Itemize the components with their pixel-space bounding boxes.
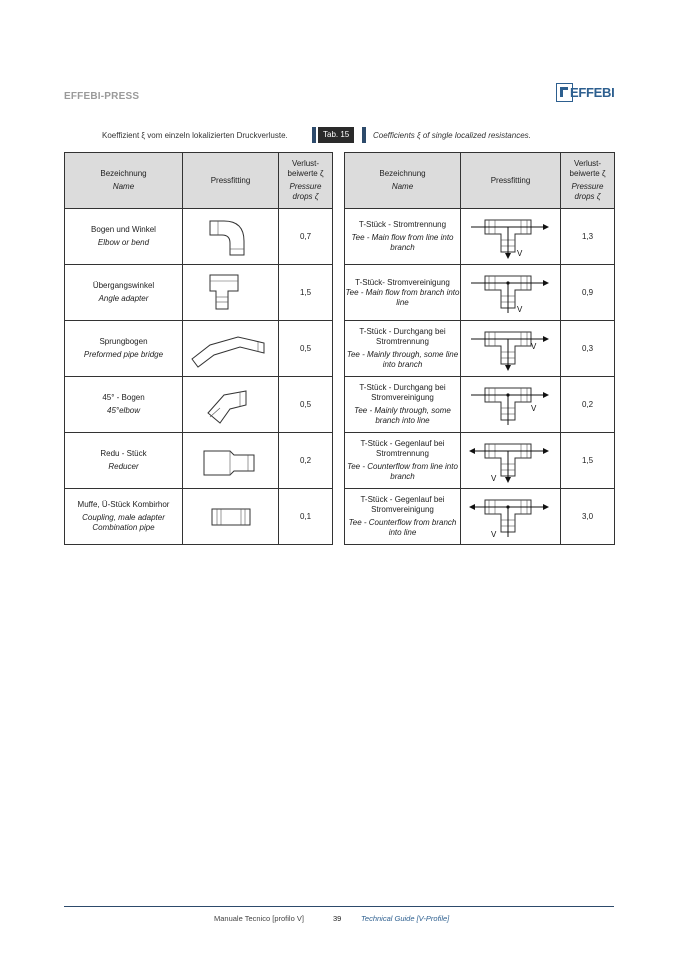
fitting-name-de: T-Stück - Durchgang bei Stromvereinigung <box>359 383 446 402</box>
fitting-drawing <box>461 377 561 433</box>
loss-value <box>279 489 333 545</box>
velocity-label: V <box>490 473 496 483</box>
header-name-de: Bezeichnung <box>379 169 426 178</box>
loss-value <box>279 265 333 321</box>
loss-value <box>279 321 333 377</box>
fitting-name-en: Tee - Mainly through, some branch into line <box>354 406 451 425</box>
fitting-name-en: Elbow or bend <box>97 238 150 247</box>
header-loss-de-1: Verlust- <box>573 159 602 168</box>
caption-german: Koeffizient ξ vom einzeln lokalizierten Druckverluste. <box>102 131 288 140</box>
fitting-name-en: Tee - Main flow from branch into line <box>345 287 460 307</box>
loss-value-text: 1,5 <box>299 287 312 297</box>
fitting-drawing <box>461 209 561 265</box>
loss-value <box>561 489 615 545</box>
loss-value <box>561 377 615 433</box>
fitting-name-de: Muffe, Ü-Stück Kombirhor <box>77 500 170 509</box>
loss-table-left <box>64 152 333 545</box>
loss-value-text: 3,0 <box>581 511 594 521</box>
loss-value-text: 0,5 <box>299 399 312 409</box>
fitting-name-de: Übergangswinkel <box>92 281 155 290</box>
header-fitting <box>183 153 279 209</box>
header-loss-en-1: Pressure <box>289 182 322 191</box>
loss-value <box>561 265 615 321</box>
velocity-label: V <box>490 529 496 539</box>
fitting-name-en: Coupling, male adapter <box>82 513 165 522</box>
tee-flow-icon <box>465 493 557 541</box>
fitting-name-en: 45°elbow <box>107 406 140 415</box>
header-name-en: Name <box>391 182 414 191</box>
header-fitting-label: Pressfitting <box>210 175 251 185</box>
tee-flow-icon <box>465 269 557 317</box>
loss-value-text: 0,5 <box>299 343 312 353</box>
fitting-name <box>65 433 183 489</box>
effebi-logo <box>556 83 614 103</box>
velocity-label: V <box>516 248 522 258</box>
fitting-name <box>345 321 461 377</box>
logo-text: EFFEBI <box>570 85 615 100</box>
fitting-name <box>345 377 461 433</box>
table-row <box>65 265 333 321</box>
loss-value-text: 0,2 <box>299 455 312 465</box>
fitting-name <box>345 209 461 265</box>
pipe-bridge-icon <box>186 325 276 373</box>
fitting-drawing <box>183 265 279 321</box>
header-name <box>65 153 183 209</box>
coupling-icon <box>186 493 276 541</box>
header-fitting <box>461 153 561 209</box>
brand-title: EFFEBI-PRESS <box>64 91 140 102</box>
loss-value <box>561 209 615 265</box>
fitting-name-de: T-Stück- Stromvereinigung <box>355 277 450 287</box>
table-row <box>65 377 333 433</box>
table-caption <box>0 127 678 145</box>
loss-value <box>279 377 333 433</box>
tee-flow-icon <box>465 381 557 429</box>
header-loss-en-1: Pressure <box>571 182 604 191</box>
table-row <box>65 433 333 489</box>
fitting-name-de: 45° - Bogen <box>102 393 145 402</box>
table-row <box>345 265 615 321</box>
footer-guide-title: Technical Guide [V-Profile] <box>361 914 450 923</box>
loss-value-text: 0,7 <box>299 231 312 241</box>
fitting-drawing <box>183 489 279 545</box>
elbow-icon <box>186 213 276 261</box>
fitting-name <box>65 209 183 265</box>
loss-value-text: 0,3 <box>581 343 594 353</box>
table-header-row <box>65 153 333 209</box>
loss-value-text: 0,2 <box>581 399 594 409</box>
loss-value <box>279 209 333 265</box>
loss-table-right <box>344 152 615 545</box>
header-name <box>345 153 461 209</box>
table-row <box>65 209 333 265</box>
fitting-name <box>345 433 461 489</box>
fitting-name-en: Angle adapter <box>98 294 149 303</box>
elbow-45-icon <box>186 381 276 429</box>
fitting-drawing <box>183 377 279 433</box>
page-number: 39 <box>333 914 342 923</box>
fitting-name-de: T-Stück - Durchgang bei Stromtrennung <box>359 327 446 346</box>
header-loss <box>279 153 333 209</box>
fitting-drawing <box>461 433 561 489</box>
header-loss-de-1: Verlust- <box>291 159 320 168</box>
fitting-drawing <box>461 321 561 377</box>
loss-value <box>561 321 615 377</box>
table-row <box>345 209 615 265</box>
tee-flow-icon <box>465 437 557 485</box>
table-row <box>345 433 615 489</box>
fitting-name <box>65 377 183 433</box>
fitting-name-de: Sprungbogen <box>99 337 148 346</box>
tee-flow-icon <box>465 325 557 373</box>
header-fitting-label: Pressfitting <box>490 175 531 185</box>
header-loss-de-2: beiwerte ζ <box>569 169 606 178</box>
table-row <box>345 489 615 545</box>
loss-value <box>279 433 333 489</box>
table-row <box>345 377 615 433</box>
header-loss-de-2: beiwerte ζ <box>287 169 324 178</box>
fitting-name-en: Tee - Counterflow from line into branch <box>347 462 458 481</box>
footer-manual-title: Manuale Tecnico [profilo V] <box>214 914 304 923</box>
loss-value-text: 1,3 <box>581 231 594 241</box>
velocity-label: V <box>530 403 536 413</box>
header-name-en: Name <box>112 182 135 191</box>
loss-value-text: 0,1 <box>299 511 312 521</box>
fitting-name-en-2: Combination pipe <box>92 523 155 532</box>
table-row <box>65 321 333 377</box>
fitting-name-en: Preformed pipe bridge <box>83 350 164 359</box>
fitting-name <box>345 489 461 545</box>
fitting-drawing <box>461 265 561 321</box>
table-header-row <box>345 153 615 209</box>
caption-bar-right <box>362 127 366 143</box>
fitting-name-de: T-Stück - Gegenlauf bei Stromtrennung <box>360 439 445 458</box>
fitting-name-de: T-Stück - Stromtrennung <box>358 220 447 229</box>
fitting-drawing <box>461 489 561 545</box>
header-loss-en-2: drops ζ <box>292 192 319 201</box>
table-row <box>345 321 615 377</box>
fitting-drawing <box>183 321 279 377</box>
header-loss-en-2: drops ζ <box>574 192 601 201</box>
footer-divider <box>64 906 614 907</box>
fitting-name-de: Redu - Stück <box>100 449 147 458</box>
fitting-name-de: Bogen und Winkel <box>91 225 156 234</box>
fitting-name <box>65 265 183 321</box>
fitting-name-en: Tee - Main flow from line into branch <box>351 233 454 252</box>
header-name-de: Bezeichnung <box>100 169 147 178</box>
loss-value <box>561 433 615 489</box>
fitting-name-en: Tee - Mainly through, some line into branch <box>346 350 459 369</box>
table-row <box>65 489 333 545</box>
reducer-icon <box>186 437 276 485</box>
fitting-name <box>65 489 183 545</box>
header-loss <box>561 153 615 209</box>
fitting-name <box>65 321 183 377</box>
fitting-name-en: Tee - Counterflow from branch into line <box>348 518 457 537</box>
table-number-label: Tab. 15 <box>318 127 354 143</box>
fitting-name <box>345 265 461 321</box>
angle-adapter-icon <box>186 269 276 317</box>
tee-flow-icon <box>465 213 557 261</box>
caption-bar-left <box>312 127 316 143</box>
velocity-label: V <box>516 304 522 314</box>
fitting-name-en: Reducer <box>108 462 139 471</box>
fitting-drawing <box>183 209 279 265</box>
fitting-drawing <box>183 433 279 489</box>
caption-english: Coefficients ξ of single localized resistances. <box>373 131 531 140</box>
velocity-label: V <box>530 341 536 351</box>
loss-value-text: 1,5 <box>581 455 594 465</box>
loss-value-text: 0,9 <box>581 287 594 297</box>
fitting-name-de: T-Stück - Gegenlauf bei Stromvereinigung <box>360 495 445 514</box>
